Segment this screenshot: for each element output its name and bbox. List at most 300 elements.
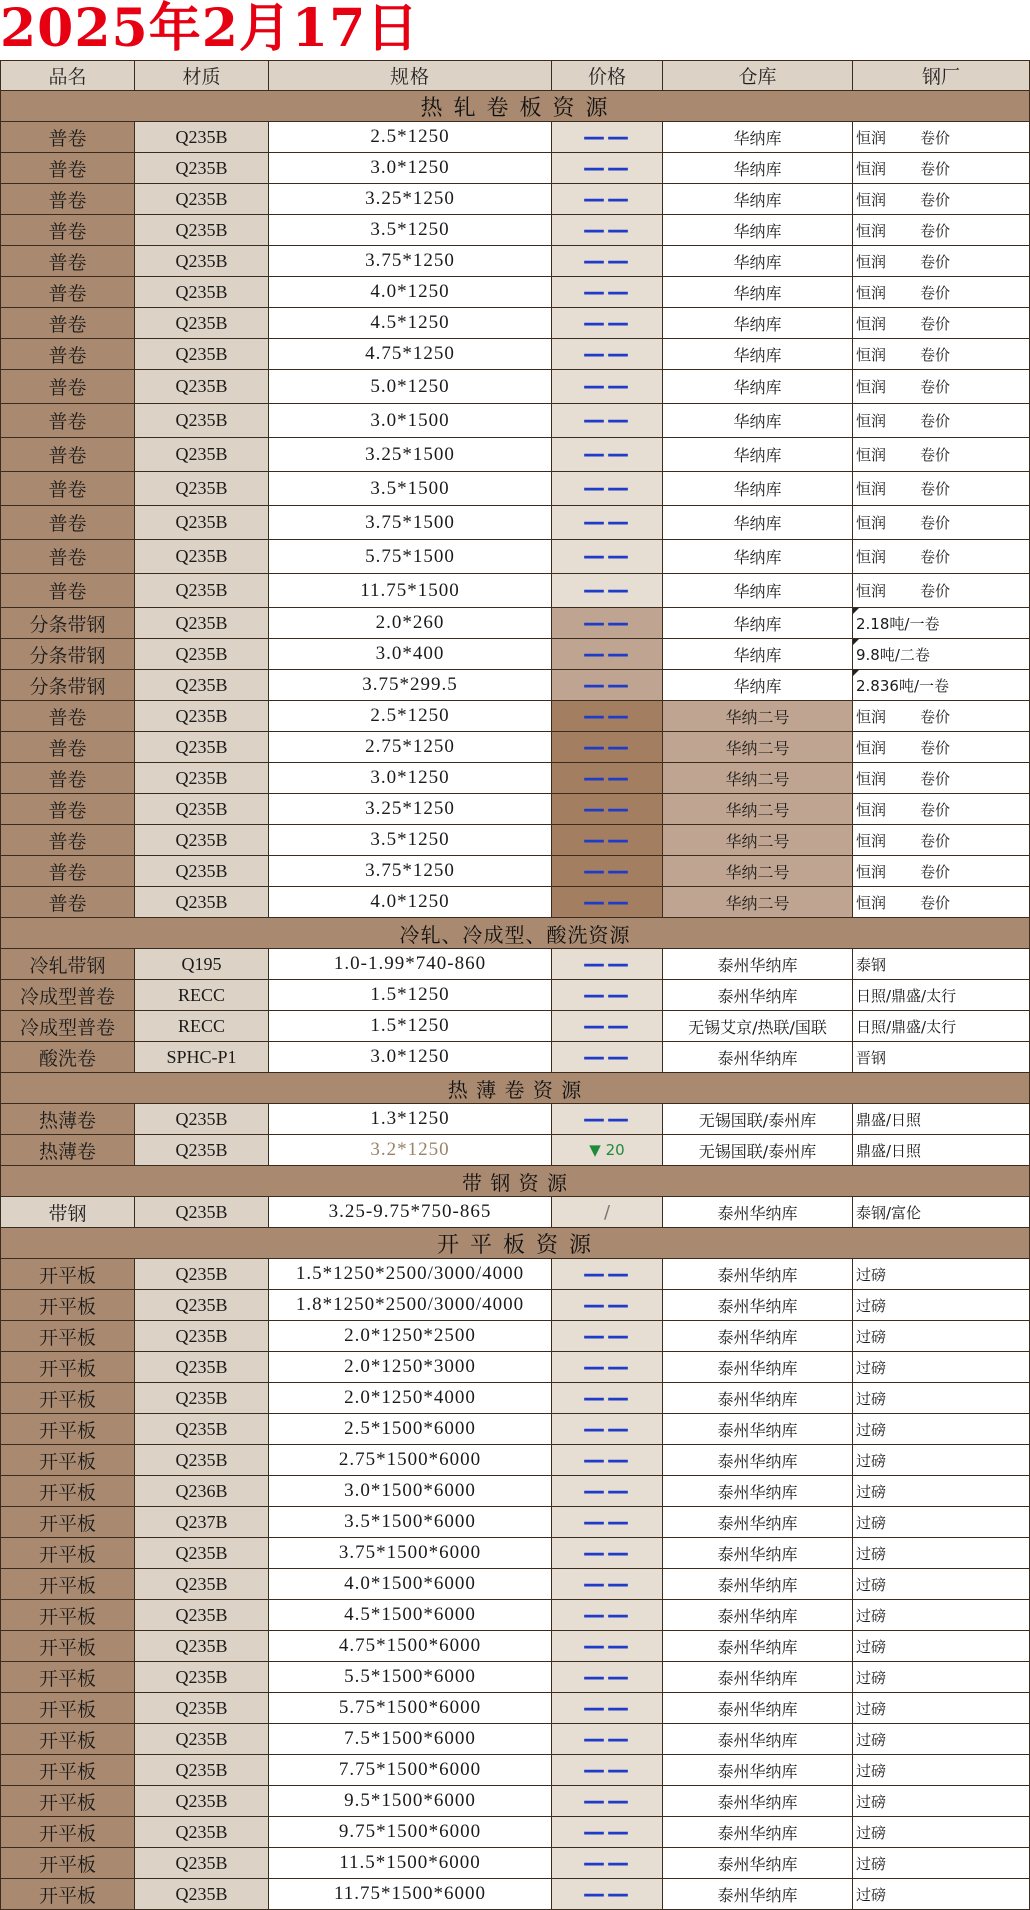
table-row[interactable] — [0, 1476, 1030, 1507]
mill-cell — [853, 1445, 1030, 1476]
material-cell: Q235B — [135, 1848, 269, 1879]
name-cell: 开平板 — [0, 1507, 135, 1538]
spec-cell: 2.5*1250 — [269, 122, 552, 153]
spec-cell: 2.5*1500*6000 — [269, 1414, 552, 1445]
mill-cell — [853, 887, 1030, 918]
name-cell: 开平板 — [0, 1476, 135, 1507]
warehouse-cell: 华纳库 — [663, 540, 853, 574]
price-dash: —— — [583, 124, 631, 150]
material-cell: Q235B — [135, 438, 269, 472]
spec-cell: 4.75*1250 — [269, 339, 552, 370]
table-row[interactable] — [0, 1414, 1030, 1445]
price-cell — [552, 246, 663, 277]
column-header: 仓库 — [663, 60, 853, 91]
mill-cell — [853, 1352, 1030, 1383]
spec-cell: 2.0*1250*3000 — [269, 1352, 552, 1383]
name-cell: 普卷 — [0, 887, 135, 918]
name-cell: 普卷 — [0, 215, 135, 246]
table-row[interactable] — [0, 540, 1030, 574]
spec-cell: 3.2*1250 — [269, 1135, 552, 1166]
material-cell: RECC — [135, 980, 269, 1011]
material-cell: Q235B — [135, 1755, 269, 1786]
table-row[interactable] — [0, 1662, 1030, 1693]
price-dash: —— — [583, 703, 631, 729]
material-cell: Q235B — [135, 308, 269, 339]
mill-cell — [853, 574, 1030, 608]
name-cell: 普卷 — [0, 404, 135, 438]
material-cell: Q235B — [135, 153, 269, 184]
name-cell: 普卷 — [0, 339, 135, 370]
warehouse-cell: 泰州华纳库 — [663, 1476, 853, 1507]
mill-name: 过磅 — [856, 1761, 887, 1780]
price-cell — [552, 856, 663, 887]
warehouse-cell: 华纳库 — [663, 608, 853, 639]
price-cell — [552, 1476, 663, 1507]
table-row[interactable] — [0, 1507, 1030, 1538]
material-cell: Q235B — [135, 1383, 269, 1414]
material-cell: Q235B — [135, 574, 269, 608]
material-cell: Q235B — [135, 1662, 269, 1693]
table-row[interactable] — [0, 980, 1030, 1011]
name-cell: 热薄卷 — [0, 1135, 135, 1166]
table-row[interactable] — [0, 608, 1030, 639]
spec-cell: 5.0*1250 — [269, 370, 552, 404]
price-cell — [552, 1197, 663, 1228]
table-row[interactable] — [0, 1755, 1030, 1786]
mill-cell — [853, 308, 1030, 339]
mill-cell — [853, 1290, 1030, 1321]
mill-cell — [853, 215, 1030, 246]
price-dash: —— — [583, 1633, 631, 1659]
warehouse-cell: 华纳库 — [663, 122, 853, 153]
material-cell: Q235B — [135, 339, 269, 370]
mill-name: 过磅 — [856, 1637, 887, 1656]
name-cell: 冷成型普卷 — [0, 980, 135, 1011]
material-cell: Q235B — [135, 608, 269, 639]
material-cell: Q235B — [135, 639, 269, 670]
mill-cell — [853, 122, 1030, 153]
name-cell: 普卷 — [0, 308, 135, 339]
mill-name: 过磅 — [856, 1389, 887, 1408]
price-dash: —— — [583, 217, 631, 243]
price-cell — [552, 153, 663, 184]
mill-note: 卷价 — [920, 221, 951, 240]
mill-cell — [853, 1538, 1030, 1569]
mill-name: 恒润 — [856, 345, 887, 364]
name-cell: 热薄卷 — [0, 1104, 135, 1135]
table-row[interactable] — [0, 1042, 1030, 1073]
mill-cell — [853, 1724, 1030, 1755]
price-dash: —— — [583, 442, 631, 467]
warehouse-cell: 无锡国联/泰州库 — [663, 1104, 853, 1135]
price-cell — [552, 1383, 663, 1414]
spec-cell: 11.5*1500*6000 — [269, 1848, 552, 1879]
warehouse-cell: 华纳库 — [663, 184, 853, 215]
name-cell: 开平板 — [0, 1631, 135, 1662]
mill-name: 恒润 — [856, 800, 887, 819]
table-row[interactable] — [0, 215, 1030, 246]
mill-cell — [853, 701, 1030, 732]
material-cell: Q235B — [135, 887, 269, 918]
column-header: 规格 — [269, 60, 552, 91]
mill-cell — [853, 1104, 1030, 1135]
name-cell: 开平板 — [0, 1414, 135, 1445]
mill-name: 恒润 — [856, 480, 887, 498]
name-cell: 普卷 — [0, 370, 135, 404]
price-cell — [552, 887, 663, 918]
mill-name: 过磅 — [856, 1575, 887, 1594]
spec-cell: 3.75*1250 — [269, 246, 552, 277]
material-cell: Q237B — [135, 1507, 269, 1538]
name-cell: 开平板 — [0, 1817, 135, 1848]
warehouse-cell: 泰州华纳库 — [663, 1848, 853, 1879]
mill-cell — [853, 370, 1030, 404]
price-dash: —— — [583, 1726, 631, 1752]
spec-cell: 3.75*1250 — [269, 856, 552, 887]
mill-name: 晋钢 — [856, 1048, 887, 1067]
table-row[interactable] — [0, 1011, 1030, 1042]
price-dash: —— — [583, 186, 631, 212]
name-cell: 普卷 — [0, 825, 135, 856]
table-row[interactable] — [0, 1600, 1030, 1631]
material-cell: Q235B — [135, 1352, 269, 1383]
material-cell: Q235B — [135, 1879, 269, 1910]
mill-name: 过磅 — [856, 1420, 887, 1439]
mill-cell — [853, 277, 1030, 308]
mill-cell — [853, 639, 1030, 670]
table-row[interactable] — [0, 1724, 1030, 1755]
mill-note: 卷价 — [920, 412, 951, 430]
price-dash: —— — [583, 155, 631, 181]
spec-cell: 3.25*1500 — [269, 438, 552, 472]
price-cell — [552, 1600, 663, 1631]
table-row[interactable] — [0, 1383, 1030, 1414]
table-row[interactable] — [0, 153, 1030, 184]
warehouse-cell: 华纳二号 — [663, 732, 853, 763]
table-row[interactable] — [0, 1538, 1030, 1569]
warehouse-cell: 泰州华纳库 — [663, 980, 853, 1011]
table-row[interactable] — [0, 574, 1030, 608]
section-title: 带 钢 资 源 — [0, 1166, 1030, 1197]
name-cell: 分条带钢 — [0, 639, 135, 670]
material-cell: Q235B — [135, 246, 269, 277]
price-cell — [552, 701, 663, 732]
price-dash: —— — [583, 858, 631, 884]
price-dash: —— — [583, 1013, 631, 1039]
mill-cell — [853, 153, 1030, 184]
price-cell — [552, 980, 663, 1011]
warehouse-cell: 泰州华纳库 — [663, 1507, 853, 1538]
mill-cell — [853, 1879, 1030, 1910]
table-row[interactable] — [0, 1693, 1030, 1724]
table-row[interactable] — [0, 856, 1030, 887]
material-cell: Q235B — [135, 472, 269, 506]
mill-name: 泰钢/富伦 — [856, 1203, 922, 1222]
price-cell — [552, 1321, 663, 1352]
mill-name: 过磅 — [856, 1699, 887, 1718]
mill-name: 恒润 — [856, 548, 887, 566]
table-row[interactable] — [0, 1786, 1030, 1817]
price-dash: —— — [583, 279, 631, 305]
price-cell — [552, 1507, 663, 1538]
warehouse-cell: 泰州华纳库 — [663, 1259, 853, 1290]
spec-cell: 7.5*1500*6000 — [269, 1724, 552, 1755]
mill-name: 恒润 — [856, 283, 887, 302]
table-row[interactable] — [0, 370, 1030, 404]
mill-cell — [853, 1414, 1030, 1445]
material-cell: Q235B — [135, 506, 269, 540]
price-dash: —— — [583, 248, 631, 274]
spec-cell: 3.5*1250 — [269, 825, 552, 856]
price-dash: —— — [583, 1385, 631, 1411]
spec-cell: 2.0*1250*2500 — [269, 1321, 552, 1352]
warehouse-cell: 无锡艾京/热联/国联 — [663, 1011, 853, 1042]
mill-cell — [853, 1321, 1030, 1352]
name-cell: 开平板 — [0, 1538, 135, 1569]
name-cell: 普卷 — [0, 472, 135, 506]
mill-cell — [853, 763, 1030, 794]
table-row[interactable] — [0, 308, 1030, 339]
table-row[interactable] — [0, 438, 1030, 472]
warehouse-cell: 泰州华纳库 — [663, 1290, 853, 1321]
section-title: 热 轧 卷 板 资 源 — [0, 91, 1030, 122]
warehouse-cell: 华纳库 — [663, 574, 853, 608]
mill-name: 日照/鼎盛/太行 — [856, 1017, 957, 1036]
spec-cell: 4.5*1250 — [269, 308, 552, 339]
table-row[interactable] — [0, 1569, 1030, 1600]
price-cell — [552, 1786, 663, 1817]
table-row[interactable] — [0, 887, 1030, 918]
name-cell: 开平板 — [0, 1724, 135, 1755]
mill-cell — [853, 1507, 1030, 1538]
name-cell: 普卷 — [0, 153, 135, 184]
price-dash: —— — [583, 1664, 631, 1690]
mill-note: 卷价 — [920, 514, 951, 532]
table-row[interactable] — [0, 246, 1030, 277]
mill-name: 恒润 — [856, 378, 887, 396]
name-cell: 带钢 — [0, 1197, 135, 1228]
material-cell: Q235B — [135, 1569, 269, 1600]
price-change: ▼ 20 — [589, 1141, 625, 1159]
table-row[interactable] — [0, 1631, 1030, 1662]
price-cell — [552, 1631, 663, 1662]
mill-cell — [853, 670, 1030, 701]
warehouse-cell: 华纳库 — [663, 277, 853, 308]
material-cell: Q235B — [135, 1538, 269, 1569]
mill-note: 卷价 — [920, 378, 951, 396]
mill-name: 鼎盛/日照 — [856, 1141, 922, 1160]
spec-cell: 3.75*1500*6000 — [269, 1538, 552, 1569]
material-cell: Q235B — [135, 1817, 269, 1848]
material-cell: Q235B — [135, 1104, 269, 1135]
spec-cell: 1.5*1250 — [269, 980, 552, 1011]
name-cell: 开平板 — [0, 1693, 135, 1724]
table-row[interactable] — [0, 1321, 1030, 1352]
table-row[interactable] — [0, 949, 1030, 980]
mill-cell — [853, 506, 1030, 540]
material-cell: Q235B — [135, 1321, 269, 1352]
warehouse-cell: 泰州华纳库 — [663, 1383, 853, 1414]
mill-cell — [853, 339, 1030, 370]
price-cell — [552, 670, 663, 701]
column-header: 材质 — [135, 60, 269, 91]
price-dash: —— — [583, 734, 631, 760]
spec-cell: 4.5*1500*6000 — [269, 1600, 552, 1631]
mill-name: 恒润 — [856, 159, 887, 178]
material-cell: Q235B — [135, 370, 269, 404]
price-dash: —— — [583, 982, 631, 1008]
table-row[interactable] — [0, 639, 1030, 670]
mill-note: 卷价 — [920, 446, 951, 464]
material-cell: Q235B — [135, 1693, 269, 1724]
table-row[interactable] — [0, 122, 1030, 153]
warehouse-cell: 泰州华纳库 — [663, 1445, 853, 1476]
price-dash: —— — [583, 408, 631, 433]
table-row[interactable] — [0, 794, 1030, 825]
table-row[interactable] — [0, 1197, 1030, 1228]
mill-cell — [853, 1259, 1030, 1290]
table-row[interactable] — [0, 506, 1030, 540]
spec-cell: 3.25*1250 — [269, 184, 552, 215]
mill-cell — [853, 1755, 1030, 1786]
warehouse-cell: 华纳二号 — [663, 887, 853, 918]
material-cell: Q235B — [135, 184, 269, 215]
mill-name: 恒润 — [856, 446, 887, 464]
warehouse-cell: 泰州华纳库 — [663, 1817, 853, 1848]
price-dash: —— — [583, 610, 631, 636]
mill-name: 过磅 — [856, 1606, 887, 1625]
price-cell — [552, 404, 663, 438]
mill-cell — [853, 949, 1030, 980]
section-title: 冷轧、冷成型、酸洗资源 — [0, 918, 1030, 949]
table-row[interactable] — [0, 825, 1030, 856]
table-row[interactable] — [0, 670, 1030, 701]
price-dash: —— — [583, 341, 631, 367]
spec-cell: 5.75*1500 — [269, 540, 552, 574]
mill-note: 卷价 — [920, 345, 951, 364]
mill-name: 过磅 — [856, 1296, 887, 1315]
table-row[interactable] — [0, 763, 1030, 794]
warehouse-cell: 泰州华纳库 — [663, 1693, 853, 1724]
table-row[interactable] — [0, 1848, 1030, 1879]
mill-cell — [853, 856, 1030, 887]
name-cell: 酸洗卷 — [0, 1042, 135, 1073]
mill-name: 恒润 — [856, 831, 887, 850]
mill-name: 过磅 — [856, 1854, 887, 1873]
column-header: 品名 — [0, 60, 135, 91]
warehouse-cell: 华纳二号 — [663, 701, 853, 732]
name-cell: 普卷 — [0, 438, 135, 472]
name-cell: 开平板 — [0, 1383, 135, 1414]
warehouse-cell: 泰州华纳库 — [663, 1197, 853, 1228]
mill-cell — [853, 1135, 1030, 1166]
name-cell: 普卷 — [0, 246, 135, 277]
mill-name: 恒润 — [856, 769, 887, 788]
table-row[interactable] — [0, 339, 1030, 370]
table-row[interactable] — [0, 1290, 1030, 1321]
spec-cell: 5.75*1500*6000 — [269, 1693, 552, 1724]
name-cell: 普卷 — [0, 540, 135, 574]
price-cell — [552, 1755, 663, 1786]
price-cell — [552, 370, 663, 404]
column-header: 价格 — [552, 60, 663, 91]
price-cell — [552, 574, 663, 608]
table-row[interactable] — [0, 732, 1030, 763]
price-cell — [552, 1290, 663, 1321]
material-cell: Q235B — [135, 404, 269, 438]
mill-cell — [853, 1786, 1030, 1817]
spec-cell: 3.0*400 — [269, 639, 552, 670]
name-cell: 普卷 — [0, 856, 135, 887]
table-row[interactable] — [0, 1817, 1030, 1848]
spec-cell: 3.0*1250 — [269, 1042, 552, 1073]
price-dash: —— — [583, 1571, 631, 1597]
table-row[interactable] — [0, 1352, 1030, 1383]
table-row[interactable] — [0, 1104, 1030, 1135]
table-row[interactable] — [0, 184, 1030, 215]
warehouse-cell: 华纳库 — [663, 639, 853, 670]
price-dash: —— — [583, 1788, 631, 1814]
table-row[interactable] — [0, 277, 1030, 308]
name-cell: 普卷 — [0, 701, 135, 732]
material-cell: Q235B — [135, 1786, 269, 1817]
spec-cell: 3.75*299.5 — [269, 670, 552, 701]
table-row[interactable] — [0, 404, 1030, 438]
price-dash: —— — [583, 1509, 631, 1535]
table-row[interactable] — [0, 1259, 1030, 1290]
mill-name: 过磅 — [856, 1544, 887, 1563]
mill-cell — [853, 1569, 1030, 1600]
spec-cell: 9.75*1500*6000 — [269, 1817, 552, 1848]
mill-name: 鼎盛/日照 — [856, 1110, 922, 1129]
mill-cell — [853, 1662, 1030, 1693]
price-dash: —— — [583, 510, 631, 535]
price-dash: —— — [583, 1850, 631, 1876]
price-cell — [552, 639, 663, 670]
price-dash: —— — [583, 578, 631, 603]
price-cell — [552, 1569, 663, 1600]
warehouse-cell: 华纳库 — [663, 670, 853, 701]
material-cell: Q235B — [135, 701, 269, 732]
spec-cell: 4.0*1500*6000 — [269, 1569, 552, 1600]
spec-cell: 3.0*1250 — [269, 153, 552, 184]
name-cell: 分条带钢 — [0, 608, 135, 639]
spec-cell: 1.5*1250 — [269, 1011, 552, 1042]
warehouse-cell: 华纳库 — [663, 339, 853, 370]
material-cell: Q235B — [135, 277, 269, 308]
price-cell — [552, 215, 663, 246]
mill-name: 过磅 — [856, 1265, 887, 1284]
table-row[interactable] — [0, 701, 1030, 732]
mill-note: 卷价 — [920, 190, 951, 209]
price-dash: —— — [583, 1881, 631, 1907]
price-cell — [552, 1135, 663, 1166]
price-dash: —— — [583, 1261, 631, 1287]
table-row[interactable] — [0, 472, 1030, 506]
price-dash: —— — [583, 1106, 631, 1132]
mill-name: 恒润 — [856, 893, 887, 912]
mill-name: 过磅 — [856, 1730, 887, 1749]
name-cell: 普卷 — [0, 794, 135, 825]
table-row[interactable] — [0, 1879, 1030, 1910]
material-cell: Q235B — [135, 856, 269, 887]
warehouse-cell: 华纳二号 — [663, 763, 853, 794]
spec-cell: 1.8*1250*2500/3000/4000 — [269, 1290, 552, 1321]
table-row[interactable] — [0, 1445, 1030, 1476]
name-cell: 开平板 — [0, 1662, 135, 1693]
table-row[interactable] — [0, 1135, 1030, 1166]
material-cell: Q235B — [135, 122, 269, 153]
